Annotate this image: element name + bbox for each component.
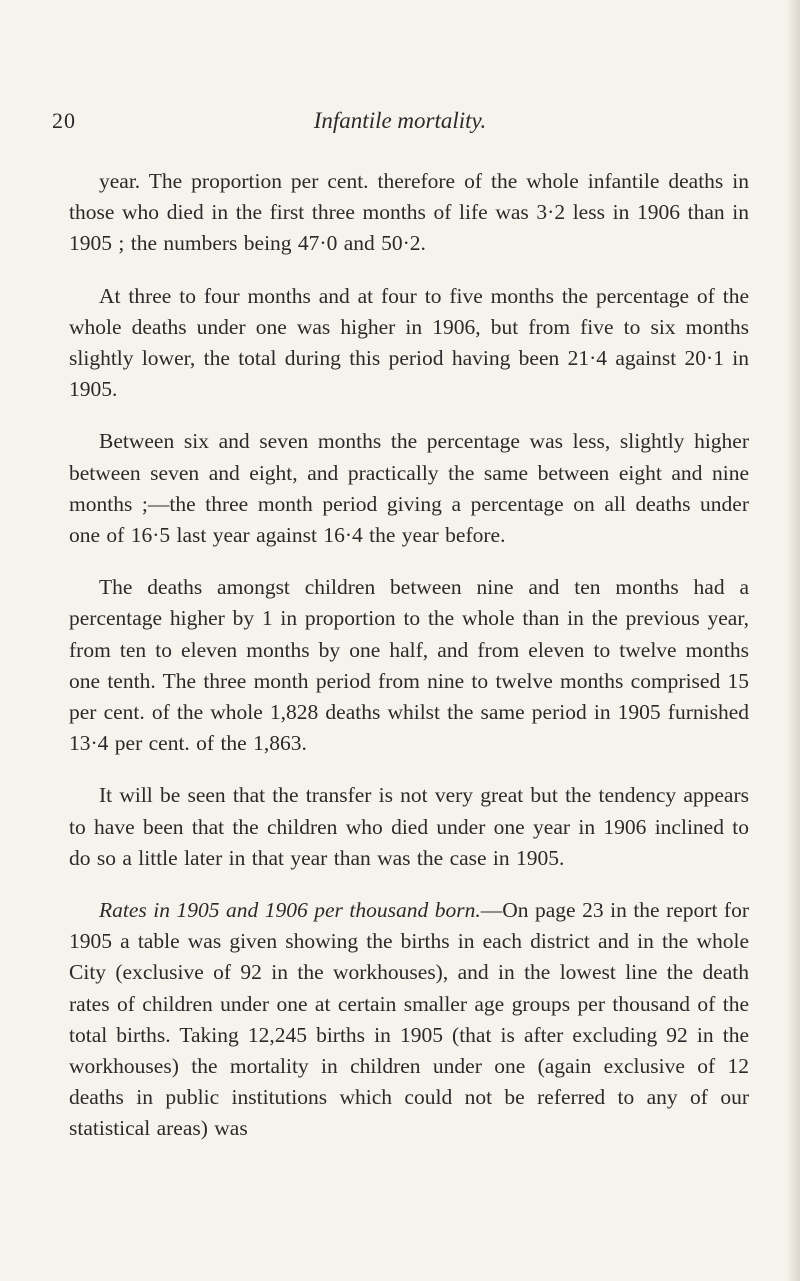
- paragraph-first-months: year. The proportion per cent. therefore of the whole infantile deaths in those who died in the first three months of life was 3·2 less in 1906 than in 1905 ; the numbers being 47·0 and 50·2.: [69, 169, 749, 256]
- page-header: [52, 108, 748, 138]
- paragraph-three-to-six-months: At three to four months and at four to five months the percentage of the whole deaths under one was higher in 1906, but from five to six months slightly lower, the total during this period having been 21·4 against 20·1 in 1905.: [69, 283, 749, 402]
- paragraph-six-to-nine-months: Between six and seven months the percentage was less, slightly higher between seven and eight, and practically the same between eight and nine months ;—the three month period giving a percentage on all deaths under one of 16·5 last year against 16·4 the year before.: [69, 429, 749, 548]
- paragraph-nine-to-twelve-months: The deaths amongst children between nine and ten months had a percentage higher by 1 in proportion to the whole than in the previous year, from ten to eleven months by one half, and from eleven to twelve months one tenth. The three month period from nine to twelve months comprised 15 per cent. of the whole 1,828 deaths whilst the same period in 1905 furnished 13·4 per cent. of the 1,863.: [69, 575, 749, 756]
- page-number: 20: [52, 108, 76, 133]
- rates-text: —On page 23 in the report for 1905 a table was given showing the births in each district and in the whole City (exclusive of 92 in the workhouses), and in the lowest line the death rates of children under one at certain smaller age groups per thousand of the total births. Taking 12,245 births in 1905 (that is after excluding 92 in the workhouses) the mortality in children under one (again exclusive of 12 deaths in public institutions which could not be referred to any of our statistical areas) was: [69, 898, 749, 1141]
- body-text: [69, 166, 749, 1166]
- paragraph-transfer: It will be seen that the transfer is not very great but the tendency appears to have been that the children who died under one year in 1906 inclined to do so a little later in that year than was the case in 1905.: [69, 783, 749, 870]
- paragraph-rates: [69, 895, 749, 1145]
- running-title: Infantile mortality.: [313, 108, 487, 133]
- rates-heading: Rates in 1905 and 1906 per thousand born.: [99, 898, 481, 923]
- page-edge-shadow: [786, 0, 800, 1281]
